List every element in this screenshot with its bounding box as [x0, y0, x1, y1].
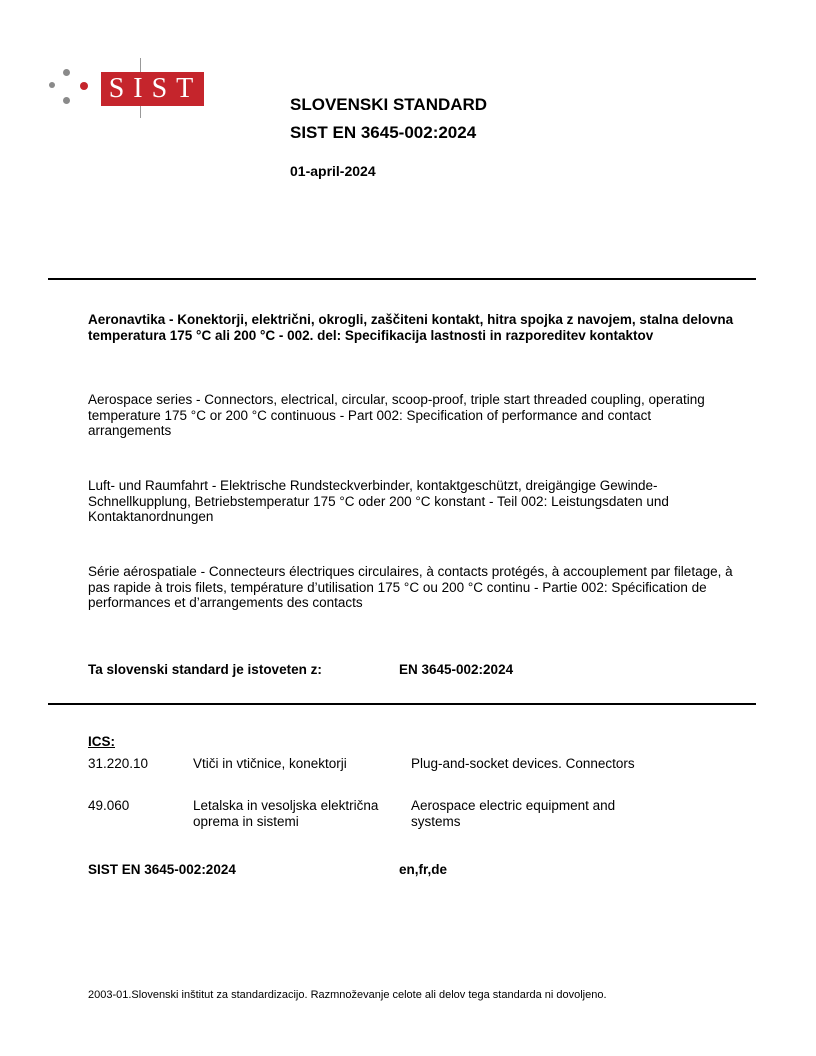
logo-dot-icon — [80, 82, 88, 90]
identical-label: Ta slovenski standard je istoveten z: — [88, 662, 322, 677]
publication-date: 01-april-2024 — [290, 163, 376, 179]
copyright-footer: 2003-01.Slovenski inštitut za standardizacijo. Razmnoževanje celote ali delov tega standarda ni dovoljeno. — [88, 989, 607, 1001]
title-slovenian: Aeronavtika - Konektorji, električni, okrogli, zaščiteni kontakt, hitra spojka z navojem, stalna delovna temperatura 175 °C ali 200 °C - 002. del: Specifikacija lastnosti in razporeditev kontaktov — [88, 312, 734, 343]
ics-description-en: Plug-and-socket devices. Connectors — [411, 756, 635, 771]
ics-description-sl: Vtiči in vtičnice, konektorji — [193, 756, 347, 771]
document-languages: en,fr,de — [399, 862, 448, 877]
ics-label: ICS: — [88, 734, 115, 749]
title-french: Série aérospatiale - Connecteurs électriques circulaires, à contacts protégés, à accouplement par filetage, à pas rapide à trois filets, température d’utilisation 175 °C ou 200 °C continu - Partie 002: Spécification de performances et d’arrangements des contacts — [88, 564, 733, 610]
standard-heading: SLOVENSKI STANDARD — [290, 95, 488, 114]
identical-value: EN 3645-002:2024 — [399, 662, 514, 677]
logo-dot-icon — [63, 97, 70, 104]
logo-wordmark: SIST — [101, 72, 204, 106]
divider — [48, 278, 756, 280]
ics-code: 49.060 — [88, 798, 130, 813]
ics-code: 31.220.10 — [88, 756, 149, 771]
title-german: Luft- und Raumfahrt - Elektrische Rundsteckverbinder, kontaktgeschützt, dreigängige Gewinde-Schnellkupplung, Betriebstemperatur 175 °C oder 200 °C konstant - Teil 002: Leistungsdaten und Kontaktanordnungen — [88, 478, 669, 524]
logo-dot-icon — [63, 69, 70, 76]
divider — [48, 703, 756, 705]
title-english: Aerospace series - Connectors, electrical, circular, scoop-proof, triple start threaded coupling, operating temperature 175 °C or 200 °C continuous - Part 002: Specification of performance and contact arrangements — [88, 392, 705, 438]
ics-description-sl: Letalska in vesoljska električna oprema in sistemi — [193, 798, 379, 829]
logo-dot-icon — [49, 82, 55, 88]
document-code: SIST EN 3645-002:2024 — [88, 862, 236, 877]
standard-number: SIST EN 3645-002:2024 — [290, 123, 477, 142]
ics-description-en: Aerospace electric equipment and systems — [411, 798, 616, 829]
